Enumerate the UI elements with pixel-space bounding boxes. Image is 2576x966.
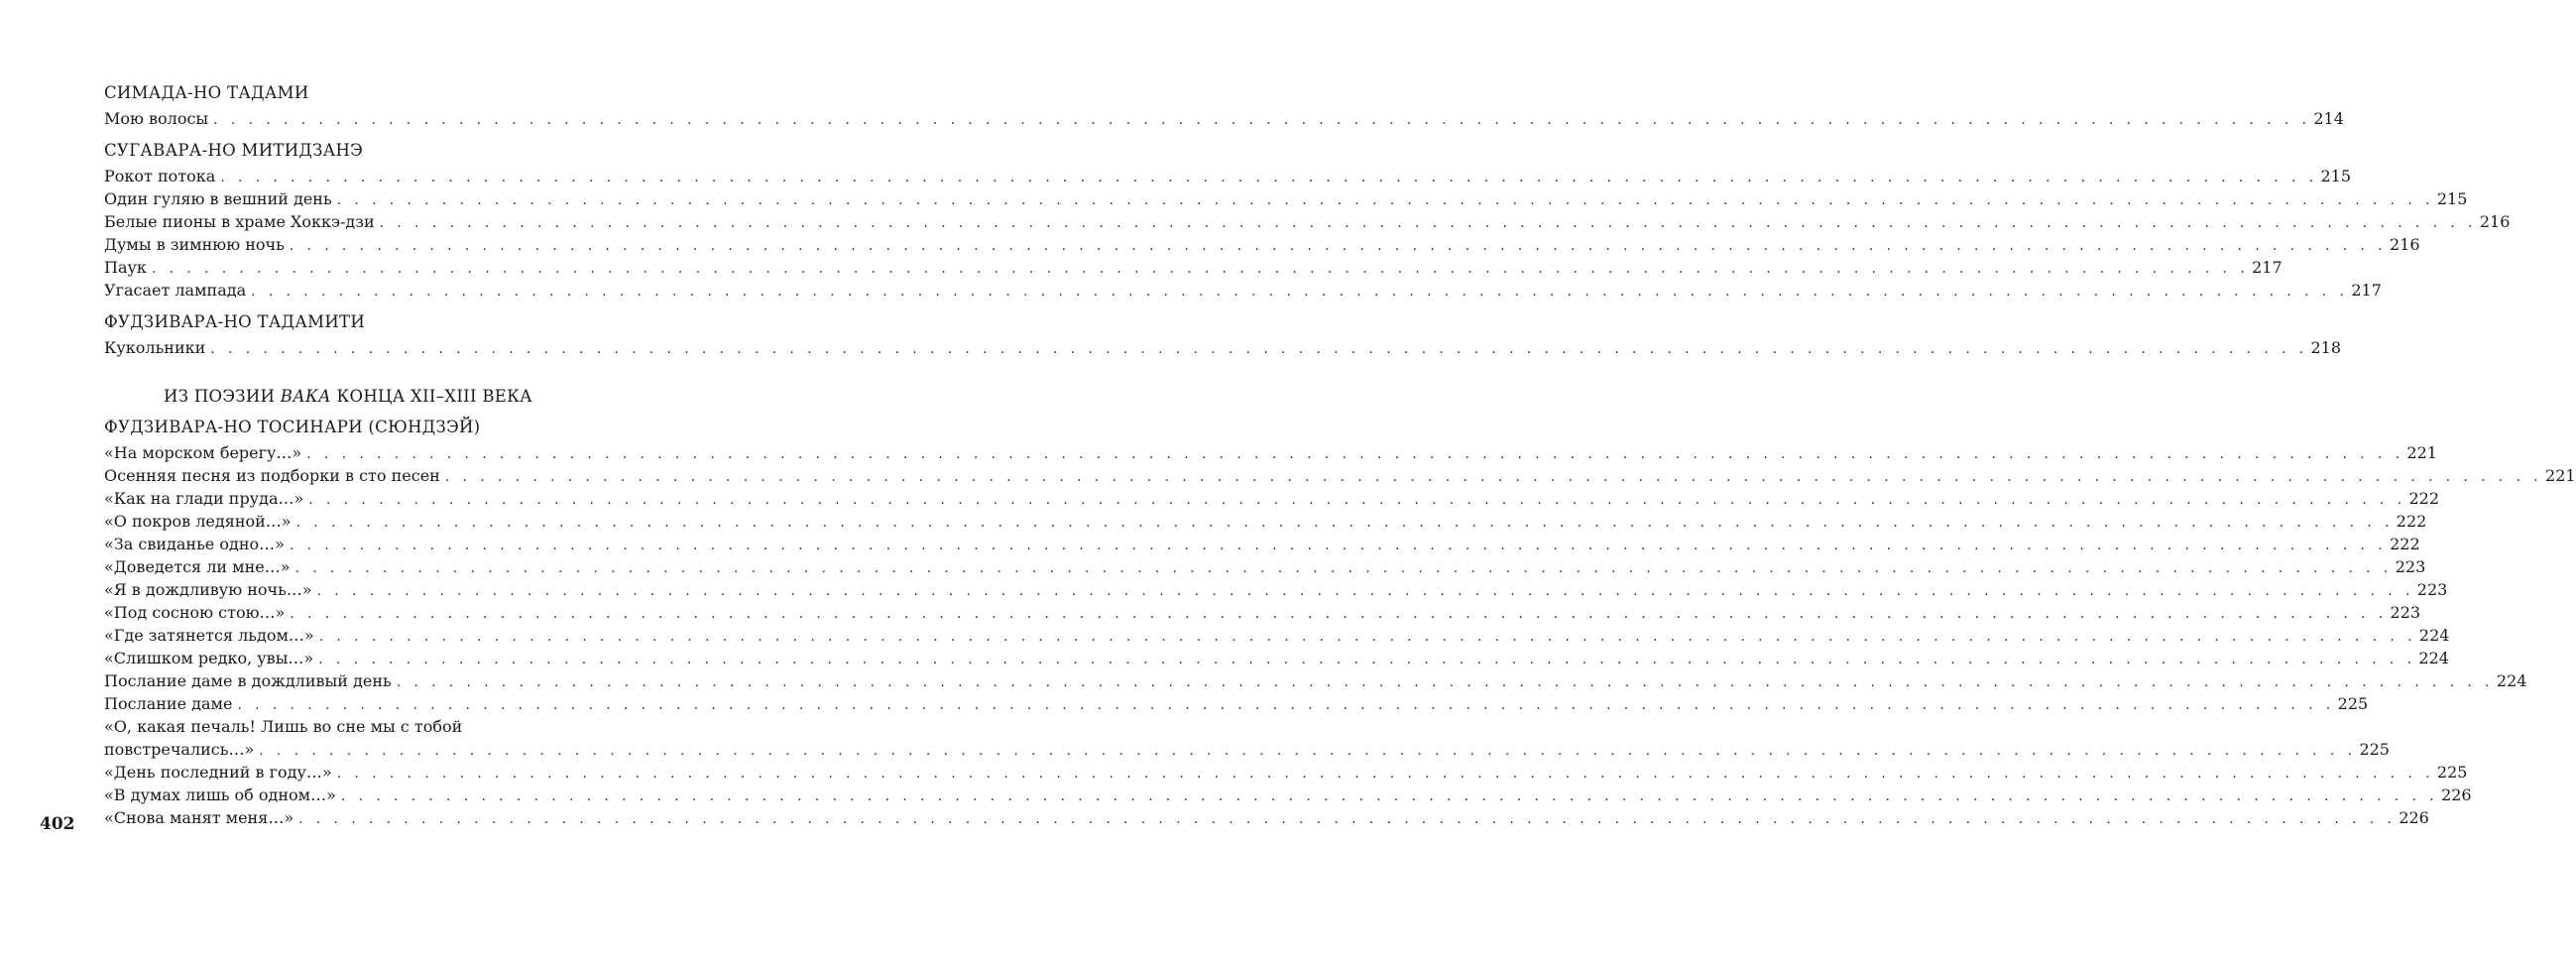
toc-entry — [104, 279, 2382, 302]
author-group — [104, 310, 2342, 359]
entry-title: Думы в зимнюю ночь — [104, 235, 285, 254]
dot-leader: . . . . . . . . . . . . . . . . . . . . . . . . . . . . . . . . . . . . . . . . . . . . . . . . . . . . . . . . . . . . . . . . . . . . . . . . . . . . . . . . . . . . . . . . . . . . . . . . . . . . . . . . . . . . . . . . . . . . . . . . — [295, 515, 2394, 531]
entry-page-number: 224 — [2418, 649, 2449, 667]
dot-leader: . . . . . . . . . . . . . . . . . . . . . . . . . . . . . . . . . . . . . . . . . . . . . . . . . . . . . . . . . . . . . . . . . . . . . . . . . . . . . . . . . . . . . . . . . . . . . . . . . . . . . . . . . . . . . . . . . . . . . . . . — [379, 215, 2477, 231]
entry-title: «На морском берегу…» — [104, 443, 302, 462]
entry-page-number: 221 — [2406, 443, 2437, 462]
entry-title: «О покров ледяной…» — [104, 512, 292, 531]
toc-entry — [104, 601, 2421, 624]
dot-leader: . . . . . . . . . . . . . . . . . . . . . . . . . . . . . . . . . . . . . . . . . . . . . . . . . . . . . . . . . . . . . . . . . . . . . . . . . . . . . . . . . . . . . . . . . . . . . . . . . . . . . . . . . . . . . . . . . . . . . . . . — [290, 606, 2388, 622]
entry-page-number: 224 — [2418, 626, 2450, 645]
dot-leader: . . . . . . . . . . . . . . . . . . . . . . . . . . . . . . . . . . . . . . . . . . . . . . . . . . . . . . . . . . . . . . . . . . . . . . . . . . . . . . . . . . . . . . . . . . . . . . . . . . . . . . . . . . . . . . . . . . . . . . . . — [298, 811, 2397, 827]
dot-leader: . . . . . . . . . . . . . . . . . . . . . . . . . . . . . . . . . . . . . . . . . . . . . . . . . . . . . . . . . . . . . . . . . . . . . . . . . . . . . . . . . . . . . . . . . . . . . . . . . . . . . . . . . . . . . . . . . . . . . . . . — [308, 492, 2406, 508]
entry-title: «Снова манят меня…» — [104, 808, 294, 827]
dot-leader: . . . . . . . . . . . . . . . . . . . . . . . . . . . . . . . . . . . . . . . . . . . . . . . . . . . . . . . . . . . . . . . . . . . . . . . . . . . . . . . . . . . . . . . . . . . . . . . . . . . . . . . . . . . . . . . . . . . . . . . . — [220, 170, 2318, 185]
dot-leader: . . . . . . . . . . . . . . . . . . . . . . . . . . . . . . . . . . . . . . . . . . . . . . . . . . . . . . . . . . . . . . . . . . . . . . . . . . . . . . . . . . . . . . . . . . . . . . . . . . . . . . . . . . . . . . . . . . . . . . . . — [251, 284, 2349, 300]
entry-title: Кукольники — [104, 338, 206, 357]
toc-entry — [104, 487, 2440, 510]
entry-page-number: 217 — [2351, 281, 2382, 300]
dot-leader: . . . . . . . . . . . . . . . . . . . . . . . . . . . . . . . . . . . . . . . . . . . . . . . . . . . . . . . . . . . . . . . . . . . . . . . . . . . . . . . . . . . . . . . . . . . . . . . . . . . . . . . . . . . . . . . . . . . . . . . . — [318, 652, 2416, 667]
toc-entry — [104, 647, 2449, 669]
entry-title: Осенняя песня из подборки в сто песен — [104, 466, 440, 485]
toc-entry — [104, 761, 2468, 784]
toc-entry — [104, 555, 2426, 578]
section-heading-emphasis: ВАКА — [280, 387, 331, 406]
dot-leader: . . . . . . . . . . . . . . . . . . . . . . . . . . . . . . . . . . . . . . . . . . . . . . . . . . . . . . . . . . . . . . . . . . . . . . . . . . . . . . . . . . . . . . . . . . . . . . . . . . . . . . . . . . . . . . . . . . . . . . . . — [340, 788, 2439, 804]
entry-title: Угасает лампада — [104, 281, 247, 300]
dot-leader: . . . . . . . . . . . . . . . . . . . . . . . . . . . . . . . . . . . . . . . . . . . . . . . . . . . . . . . . . . . . . . . . . . . . . . . . . . . . . . . . . . . . . . . . . . . . . . . . . . . . . . . . . . . . . . . . . . . . . . . . — [306, 446, 2404, 462]
page-number: 402 — [40, 814, 75, 834]
author-group — [104, 139, 2511, 302]
entry-page-number: 226 — [2441, 785, 2472, 804]
entry-title: «О, какая печаль! Лишь во сне мы с тобой — [104, 717, 463, 736]
dot-leader: . . . . . . . . . . . . . . . . . . . . . . . . . . . . . . . . . . . . . . . . . . . . . . . . . . . . . . . . . . . . . . . . . . . . . . . . . . . . . . . . . . . . . . . . . . . . . . . . . . . . . . . . . . . . . . . . . . . . . . . . — [289, 538, 2388, 553]
toc-entry — [104, 669, 2527, 692]
entry-page-number: 226 — [2399, 808, 2429, 827]
entry-title: «Я в дождливую ночь…» — [104, 580, 312, 599]
author-heading: ФУДЗИВАРА-НО ТОСИНАРИ (СЮНДЗЭЙ) — [104, 418, 481, 436]
entry-page-number: 222 — [2408, 489, 2440, 508]
entry-title: Послание даме — [104, 694, 233, 713]
toc-entry — [104, 256, 2283, 279]
entry-title: «Доведется ли мне…» — [104, 557, 291, 576]
entry-title: «За свиданье одно…» — [104, 535, 285, 553]
dot-leader: . . . . . . . . . . . . . . . . . . . . . . . . . . . . . . . . . . . . . . . . . . . . . . . . . . . . . . . . . . . . . . . . . . . . . . . . . . . . . . . . . . . . . . . . . . . . . . . . . . . . . . . . . . . . . . . . . . . . . . . . — [318, 629, 2416, 645]
toc-entry — [104, 336, 2342, 359]
entry-title: «Слишком редко, увы…» — [104, 649, 314, 667]
toc-entry — [104, 715, 2390, 761]
author-group — [104, 81, 2344, 130]
toc-entry — [104, 806, 2429, 829]
toc-entry — [104, 107, 2344, 130]
entry-list — [104, 107, 2344, 130]
entry-title: «Под сосною стою…» — [104, 603, 286, 622]
dot-leader: . . . . . . . . . . . . . . . . . . . . . . . . . . . . . . . . . . . . . . . . . . . . . . . . . . . . . . . . . . . . . . . . . . . . . . . . . . . . . . . . . . . . . . . . . . . . . . . . . . . . . . . . . . . . . . . . . . . . . . . . — [396, 674, 2494, 690]
entry-page-number: 225 — [2337, 694, 2369, 713]
toc-entry — [104, 578, 2448, 601]
entry-page-number: 222 — [2390, 535, 2420, 553]
entry-title: «Где затянется льдом…» — [104, 626, 314, 645]
toc-entry — [104, 210, 2511, 233]
dot-leader: . . . . . . . . . . . . . . . . . . . . . . . . . . . . . . . . . . . . . . . . . . . . . . . . . . . . . . . . . . . . . . . . . . . . . . . . . . . . . . . . . . . . . . . . . . . . . . . . . . . . . . . . . . . . . . . . . . . . . . . . — [259, 743, 2357, 759]
entry-page-number: 225 — [2436, 763, 2468, 782]
toc-part-before — [104, 81, 2511, 359]
entry-title-continuation: повстречались…» — [104, 740, 255, 759]
toc-entry — [104, 464, 2576, 487]
entry-page-number: 216 — [2390, 235, 2420, 254]
entry-page-number: 225 — [2359, 740, 2390, 759]
dot-leader: . . . . . . . . . . . . . . . . . . . . . . . . . . . . . . . . . . . . . . . . . . . . . . . . . . . . . . . . . . . . . . . . . . . . . . . . . . . . . . . . . . . . . . . . . . . . . . . . . . . . . . . . . . . . . . . . . . . . . . . . — [213, 112, 2311, 128]
entry-list — [104, 441, 2576, 829]
toc-entry — [104, 233, 2420, 256]
toc-entry — [104, 187, 2468, 210]
dot-leader: . . . . . . . . . . . . . . . . . . . . . . . . . . . . . . . . . . . . . . . . . . . . . . . . . . . . . . . . . . . . . . . . . . . . . . . . . . . . . . . . . . . . . . . . . . . . . . . . . . . . . . . . . . . . . . . . . . . . . . . . — [151, 261, 2250, 277]
entry-page-number: 223 — [2395, 557, 2426, 576]
dot-leader: . . . . . . . . . . . . . . . . . . . . . . . . . . . . . . . . . . . . . . . . . . . . . . . . . . . . . . . . . . . . . . . . . . . . . . . . . . . . . . . . . . . . . . . . . . . . . . . . . . . . . . . . . . . . . . . . . . . . . . . . — [336, 766, 2434, 782]
dot-leader: . . . . . . . . . . . . . . . . . . . . . . . . . . . . . . . . . . . . . . . . . . . . . . . . . . . . . . . . . . . . . . . . . . . . . . . . . . . . . . . . . . . . . . . . . . . . . . . . . . . . . . . . . . . . . . . . . . . . . . . . — [336, 192, 2434, 208]
entry-title: Один гуляю в вешний день — [104, 189, 332, 208]
section-heading-prefix: ИЗ ПОЭЗИИ — [164, 387, 276, 406]
dot-leader: . . . . . . . . . . . . . . . . . . . . . . . . . . . . . . . . . . . . . . . . . . . . . . . . . . . . . . . . . . . . . . . . . . . . . . . . . . . . . . . . . . . . . . . . . . . . . . . . . . . . . . . . . . . . . . . . . . . . . . . . — [444, 469, 2543, 485]
entry-page-number: 215 — [2320, 167, 2352, 185]
entry-page-number: 217 — [2252, 258, 2283, 277]
dot-leader: . . . . . . . . . . . . . . . . . . . . . . . . . . . . . . . . . . . . . . . . . . . . . . . . . . . . . . . . . . . . . . . . . . . . . . . . . . . . . . . . . . . . . . . . . . . . . . . . . . . . . . . . . . . . . . . . . . . . . . . . — [316, 583, 2414, 599]
entry-page-number: 218 — [2310, 338, 2342, 357]
entry-title: Белые пионы в храме Хоккэ-дзи — [104, 212, 375, 231]
entry-list — [104, 165, 2511, 302]
entry-title: «В думах лишь об одном…» — [104, 785, 336, 804]
entry-page-number: 216 — [2479, 212, 2511, 231]
entry-title: Рокот потока — [104, 167, 216, 185]
toc-entry — [104, 510, 2427, 533]
author-group — [104, 416, 2576, 829]
author-heading: СИМАДА-НО ТАДАМИ — [104, 83, 309, 102]
entry-page-number: 221 — [2545, 466, 2576, 485]
dot-leader: . . . . . . . . . . . . . . . . . . . . . . . . . . . . . . . . . . . . . . . . . . . . . . . . . . . . . . . . . . . . . . . . . . . . . . . . . . . . . . . . . . . . . . . . . . . . . . . . . . . . . . . . . . . . . . . . . . . . . . . . — [294, 560, 2393, 576]
entry-title: Послание даме в дождливый день — [104, 671, 392, 690]
entry-title: Паук — [104, 258, 147, 277]
toc-entry — [104, 165, 2352, 187]
toc-part-after — [104, 416, 2576, 829]
entry-title: «Как на глади пруда…» — [104, 489, 304, 508]
entry-title-continuation-row — [104, 738, 2390, 761]
toc-entry — [104, 441, 2437, 464]
section-heading-suffix: КОНЦА XII–XIII ВЕКА — [336, 387, 532, 406]
toc-entry — [104, 692, 2369, 715]
entry-page-number: 224 — [2496, 671, 2527, 690]
entry-page-number: 215 — [2436, 189, 2468, 208]
entry-page-number: 223 — [2416, 580, 2448, 599]
dot-leader: . . . . . . . . . . . . . . . . . . . . . . . . . . . . . . . . . . . . . . . . . . . . . . . . . . . . . . . . . . . . . . . . . . . . . . . . . . . . . . . . . . . . . . . . . . . . . . . . . . . . . . . . . . . . . . . . . . . . . . . . — [289, 238, 2388, 254]
toc-entry — [104, 624, 2450, 647]
entry-title: «День последний в году…» — [104, 763, 332, 782]
author-heading: ФУДЗИВАРА-НО ТАДАМИТИ — [104, 312, 366, 331]
toc-entry — [104, 533, 2420, 555]
entry-page-number: 222 — [2396, 512, 2427, 531]
dot-leader: . . . . . . . . . . . . . . . . . . . . . . . . . . . . . . . . . . . . . . . . . . . . . . . . . . . . . . . . . . . . . . . . . . . . . . . . . . . . . . . . . . . . . . . . . . . . . . . . . . . . . . . . . . . . . . . . . . . . . . . . — [210, 341, 2308, 357]
toc-entry — [104, 784, 2472, 806]
entry-page-number: 214 — [2313, 109, 2344, 128]
entry-page-number: 223 — [2390, 603, 2421, 622]
entry-list — [104, 336, 2342, 359]
entry-title: Мою волосы — [104, 109, 209, 128]
dot-leader: . . . . . . . . . . . . . . . . . . . . . . . . . . . . . . . . . . . . . . . . . . . . . . . . . . . . . . . . . . . . . . . . . . . . . . . . . . . . . . . . . . . . . . . . . . . . . . . . . . . . . . . . . . . . . . . . . . . . . . . . — [237, 697, 2335, 713]
section-heading — [104, 385, 592, 408]
author-heading: СУГАВАРА-НО МИТИДЗАНЭ — [104, 141, 364, 160]
table-of-contents — [104, 81, 2576, 829]
